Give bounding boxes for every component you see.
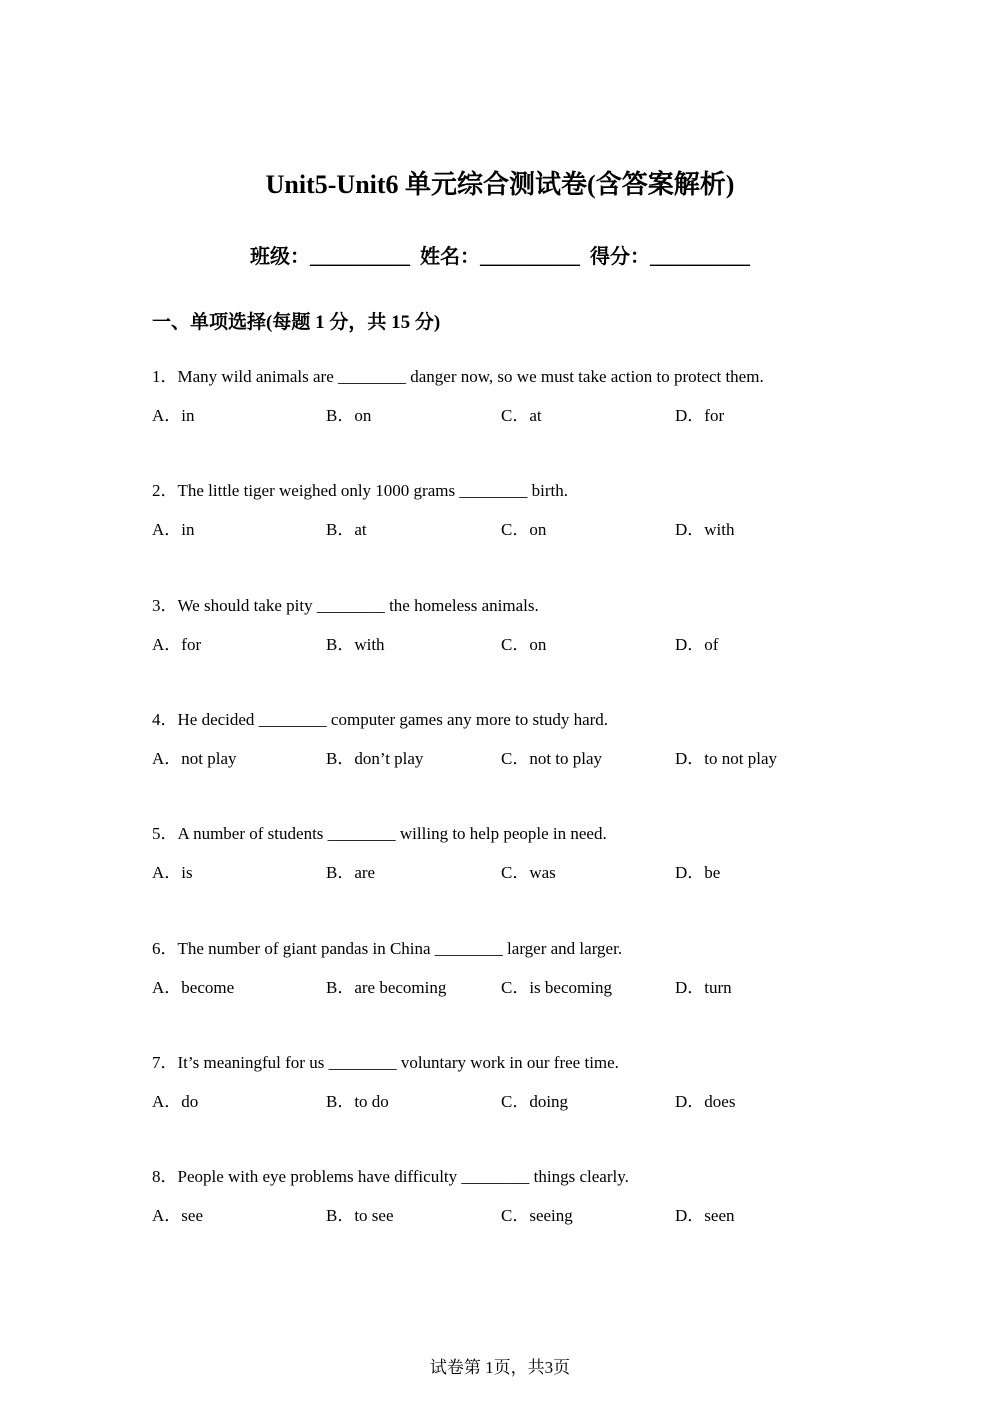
student-info-line: 班级：__________ 姓名：__________ 得分：__________ [250, 246, 750, 268]
answer-options [152, 976, 852, 1000]
option-a: A．in [152, 520, 195, 539]
option-c: C．doing [501, 1092, 569, 1111]
option-b: B．on [326, 406, 372, 425]
question-1 [152, 365, 852, 428]
option-a: A．not play [152, 749, 237, 768]
question-2 [152, 479, 852, 542]
question-6 [152, 937, 852, 1000]
option-c: C．is becoming [501, 978, 612, 997]
question-stem: 3．We should take pity ________ the homeless animals. [152, 596, 539, 615]
option-b: B．don’t play [326, 749, 424, 768]
question-stem: 7．It’s meaningful for us ________ voluntary work in our free time. [152, 1053, 619, 1072]
answer-options [152, 404, 852, 428]
option-c: C．on [501, 520, 547, 539]
answer-options [152, 747, 852, 771]
option-c: C．on [501, 635, 547, 654]
option-c: C．at [501, 406, 542, 425]
option-c: C．was [501, 863, 556, 882]
question-3 [152, 594, 852, 657]
option-d: D．does [675, 1092, 736, 1111]
option-d: D．with [675, 520, 735, 539]
option-b: B．to do [326, 1092, 389, 1111]
question-stem: 5．A number of students ________ willing to help people in need. [152, 824, 607, 843]
option-b: B．at [326, 520, 367, 539]
answer-options [152, 861, 852, 885]
answer-options [152, 1204, 852, 1228]
question-4 [152, 708, 852, 771]
option-c: C．seeing [501, 1206, 573, 1225]
page-footer: 试卷第 1页，共3页 [429, 1358, 571, 1377]
page-title: Unit5-Unit6 单元综合测试卷(含答案解析) [265, 170, 735, 199]
option-a: A．in [152, 406, 195, 425]
question-stem: 4．He decided ________ computer games any more to study hard. [152, 710, 609, 729]
option-d: D．for [675, 406, 725, 425]
option-d: D．of [675, 635, 719, 654]
question-stem: 1．Many wild animals are ________ danger now, so we must take action to protect them. [152, 367, 764, 386]
answer-options [152, 518, 852, 542]
question-stem: 8．People with eye problems have difficulty ________ things clearly. [152, 1167, 629, 1186]
option-b: B．with [326, 635, 385, 654]
option-a: A．become [152, 978, 235, 997]
question-5 [152, 822, 852, 885]
option-b: B．are [326, 863, 376, 882]
answer-options [152, 1090, 852, 1114]
option-a: A．for [152, 635, 202, 654]
option-d: D．to not play [675, 749, 777, 768]
option-a: A．do [152, 1092, 199, 1111]
question-stem: 6．The number of giant pandas in China ________ larger and larger. [152, 939, 623, 958]
option-d: D．be [675, 863, 721, 882]
option-d: D．seen [675, 1206, 735, 1225]
option-d: D．turn [675, 978, 732, 997]
question-7 [152, 1051, 852, 1114]
question-8 [152, 1165, 852, 1228]
option-b: B．to see [326, 1206, 394, 1225]
option-c: C．not to play [501, 749, 603, 768]
question-stem: 2．The little tiger weighed only 1000 grams ________ birth. [152, 481, 568, 500]
section-heading: 一、单项选择(每题 1 分，共 15 分) [152, 312, 441, 333]
option-a: A．is [152, 863, 193, 882]
option-a: A．see [152, 1206, 203, 1225]
answer-options [152, 633, 852, 657]
option-b: B．are becoming [326, 978, 447, 997]
